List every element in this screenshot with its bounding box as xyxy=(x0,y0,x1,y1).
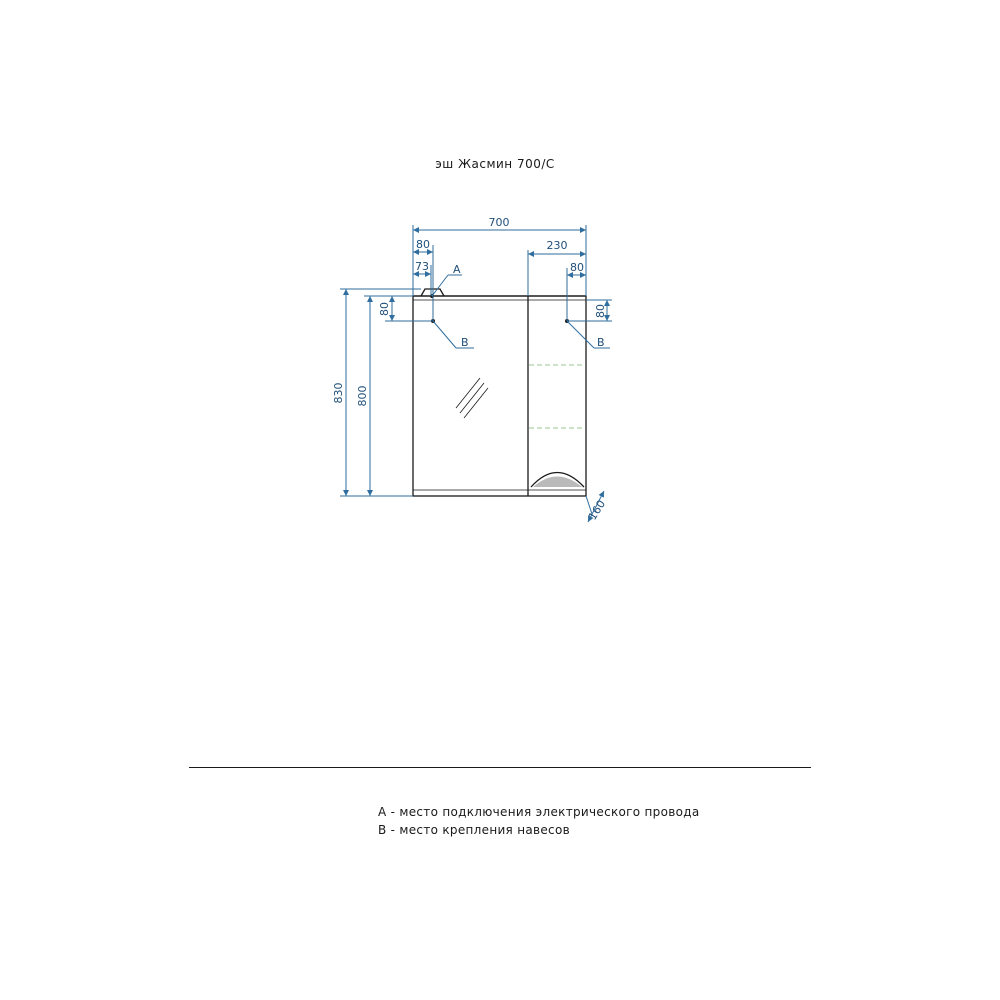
svg-text:B: B xyxy=(461,336,469,349)
svg-text:230: 230 xyxy=(546,239,568,252)
legend-item-b: B - место крепления навесов xyxy=(378,823,570,837)
dim-left-73 xyxy=(413,260,431,296)
svg-text:73: 73 xyxy=(415,260,429,273)
shelves xyxy=(529,365,585,428)
dim-depth xyxy=(586,491,608,522)
legend xyxy=(378,803,700,839)
svg-text:160: 160 xyxy=(585,497,609,523)
svg-text:A: A xyxy=(453,263,461,276)
separator-line xyxy=(189,767,811,768)
cabinet-outline xyxy=(413,289,586,496)
svg-text:80: 80 xyxy=(570,261,584,274)
svg-text:800: 800 xyxy=(356,385,369,407)
dim-body-height xyxy=(356,296,413,496)
mirror-glint xyxy=(456,378,488,418)
label-a xyxy=(432,263,462,296)
dim-total-height xyxy=(332,289,421,496)
legend-item-a: A - место подключения электрического провода xyxy=(378,805,700,819)
svg-text:830: 830 xyxy=(332,382,345,404)
handle-arc xyxy=(531,473,584,488)
drawing-title: эш Жасмин 700/С xyxy=(435,157,555,171)
svg-text:80: 80 xyxy=(416,238,430,251)
svg-text:700: 700 xyxy=(488,216,510,229)
dim-overall-width xyxy=(413,216,586,296)
label-b-left xyxy=(433,321,474,349)
dim-right-80 xyxy=(567,261,586,321)
dim-right-vertical-80 xyxy=(567,300,612,321)
svg-text:80: 80 xyxy=(594,304,607,318)
svg-text:80: 80 xyxy=(378,302,391,316)
dim-left-80 xyxy=(413,238,433,321)
svg-text:B: B xyxy=(597,336,605,349)
label-b-right xyxy=(567,321,610,349)
